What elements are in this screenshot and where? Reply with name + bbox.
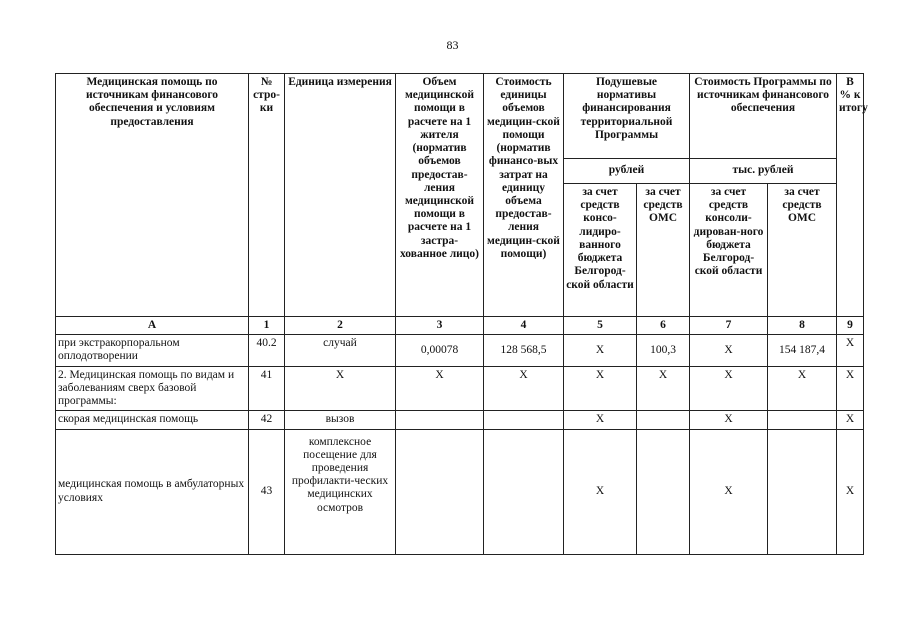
row-volume — [396, 411, 484, 429]
row-line: 42 — [249, 411, 285, 429]
header-pc-budget: за счет средств консо-лидиро-ванного бюджета Белгород-ской области — [564, 184, 637, 317]
index-cell: 1 — [249, 317, 285, 335]
header-thousand-rubles: тыс. рублей — [690, 159, 837, 184]
row-volume: Х — [396, 366, 484, 411]
row-cost-budget: Х — [690, 335, 768, 366]
row-line: 41 — [249, 366, 285, 411]
table-row — [56, 411, 864, 429]
row-unit: Х — [285, 366, 396, 411]
row-unit-cost — [484, 429, 564, 554]
row-cost-oms — [768, 429, 837, 554]
table-row — [56, 429, 864, 554]
header-service: Медицинская помощь по источникам финансового обеспечения и условиям предоставления — [56, 74, 249, 317]
row-name: медицинская помощь в амбулаторных условиях — [56, 429, 249, 554]
row-cost-budget: Х — [690, 429, 768, 554]
row-name: при экстракорпоральном оплодотворении — [56, 335, 249, 366]
index-cell: 8 — [768, 317, 837, 335]
row-pc-oms — [637, 411, 690, 429]
index-cell: 7 — [690, 317, 768, 335]
index-cell: 2 — [285, 317, 396, 335]
row-line: 40.2 — [249, 335, 285, 366]
header-unit-cost: Стоимость единицы объемов медицин-ской помощи (норматив финансо-вых затрат на единицу объема предостав-ления медицин-ской помощи) — [484, 74, 564, 317]
header-line-number: № стро-ки — [249, 74, 285, 317]
row-volume: 0,00078 — [396, 335, 484, 366]
row-unit-cost: 128 568,5 — [484, 335, 564, 366]
header-row-top — [56, 74, 864, 159]
row-pc-oms: Х — [637, 366, 690, 411]
index-cell: 4 — [484, 317, 564, 335]
row-name: 2. Медицинская помощь по видам и заболеваниям сверх базовой программы: — [56, 366, 249, 411]
row-percent: Х — [837, 335, 864, 366]
row-cost-budget: Х — [690, 366, 768, 411]
header-volume: Объем медицинской помощи в расчете на 1 жителя (норматив объемов предостав-ления медицинской помощи в расчете на 1 застра-хованное лицо) — [396, 74, 484, 317]
index-cell: 3 — [396, 317, 484, 335]
row-name: скорая медицинская помощь — [56, 411, 249, 429]
row-line: 43 — [249, 429, 285, 554]
row-pc-oms: 100,3 — [637, 335, 690, 366]
row-percent: Х — [837, 411, 864, 429]
column-index-row — [56, 317, 864, 335]
row-unit-cost: Х — [484, 366, 564, 411]
header-cost-oms: за счет средств ОМС — [768, 184, 837, 317]
row-cost-budget: Х — [690, 411, 768, 429]
header-unit: Единица измерения — [285, 74, 396, 317]
header-percent: В % к итогу — [837, 74, 864, 317]
row-cost-oms: 154 187,4 — [768, 335, 837, 366]
row-pc-budget: Х — [564, 335, 637, 366]
row-unit: комплексное посещение для проведения профилакти-ческих медицинских осмотров — [285, 429, 396, 554]
row-pc-oms — [637, 429, 690, 554]
header-pc-oms: за счет средств ОМС — [637, 184, 690, 317]
row-unit-cost — [484, 411, 564, 429]
row-cost-oms — [768, 411, 837, 429]
table-row — [56, 366, 864, 411]
header-cost-budget: за счет средств консоли-дирован-ного бюджета Белгород-ской области — [690, 184, 768, 317]
row-pc-budget: Х — [564, 429, 637, 554]
row-cost-oms: Х — [768, 366, 837, 411]
row-percent: Х — [837, 429, 864, 554]
index-cell: 9 — [837, 317, 864, 335]
row-pc-budget: Х — [564, 366, 637, 411]
index-cell: 5 — [564, 317, 637, 335]
table-row — [56, 335, 864, 366]
row-unit: вызов — [285, 411, 396, 429]
page-number: 83 — [446, 38, 459, 52]
header-per-capita: Подушевые нормативы финансирования территориальной Программы — [564, 74, 690, 159]
row-volume — [396, 429, 484, 554]
index-cell: А — [56, 317, 249, 335]
row-pc-budget: Х — [564, 411, 637, 429]
header-program-cost: Стоимость Программы по источникам финансового обеспечения — [690, 74, 837, 159]
header-rubles: рублей — [564, 159, 690, 184]
row-percent: Х — [837, 366, 864, 411]
row-unit: случай — [285, 335, 396, 366]
financing-table — [55, 73, 868, 555]
index-cell: 6 — [637, 317, 690, 335]
